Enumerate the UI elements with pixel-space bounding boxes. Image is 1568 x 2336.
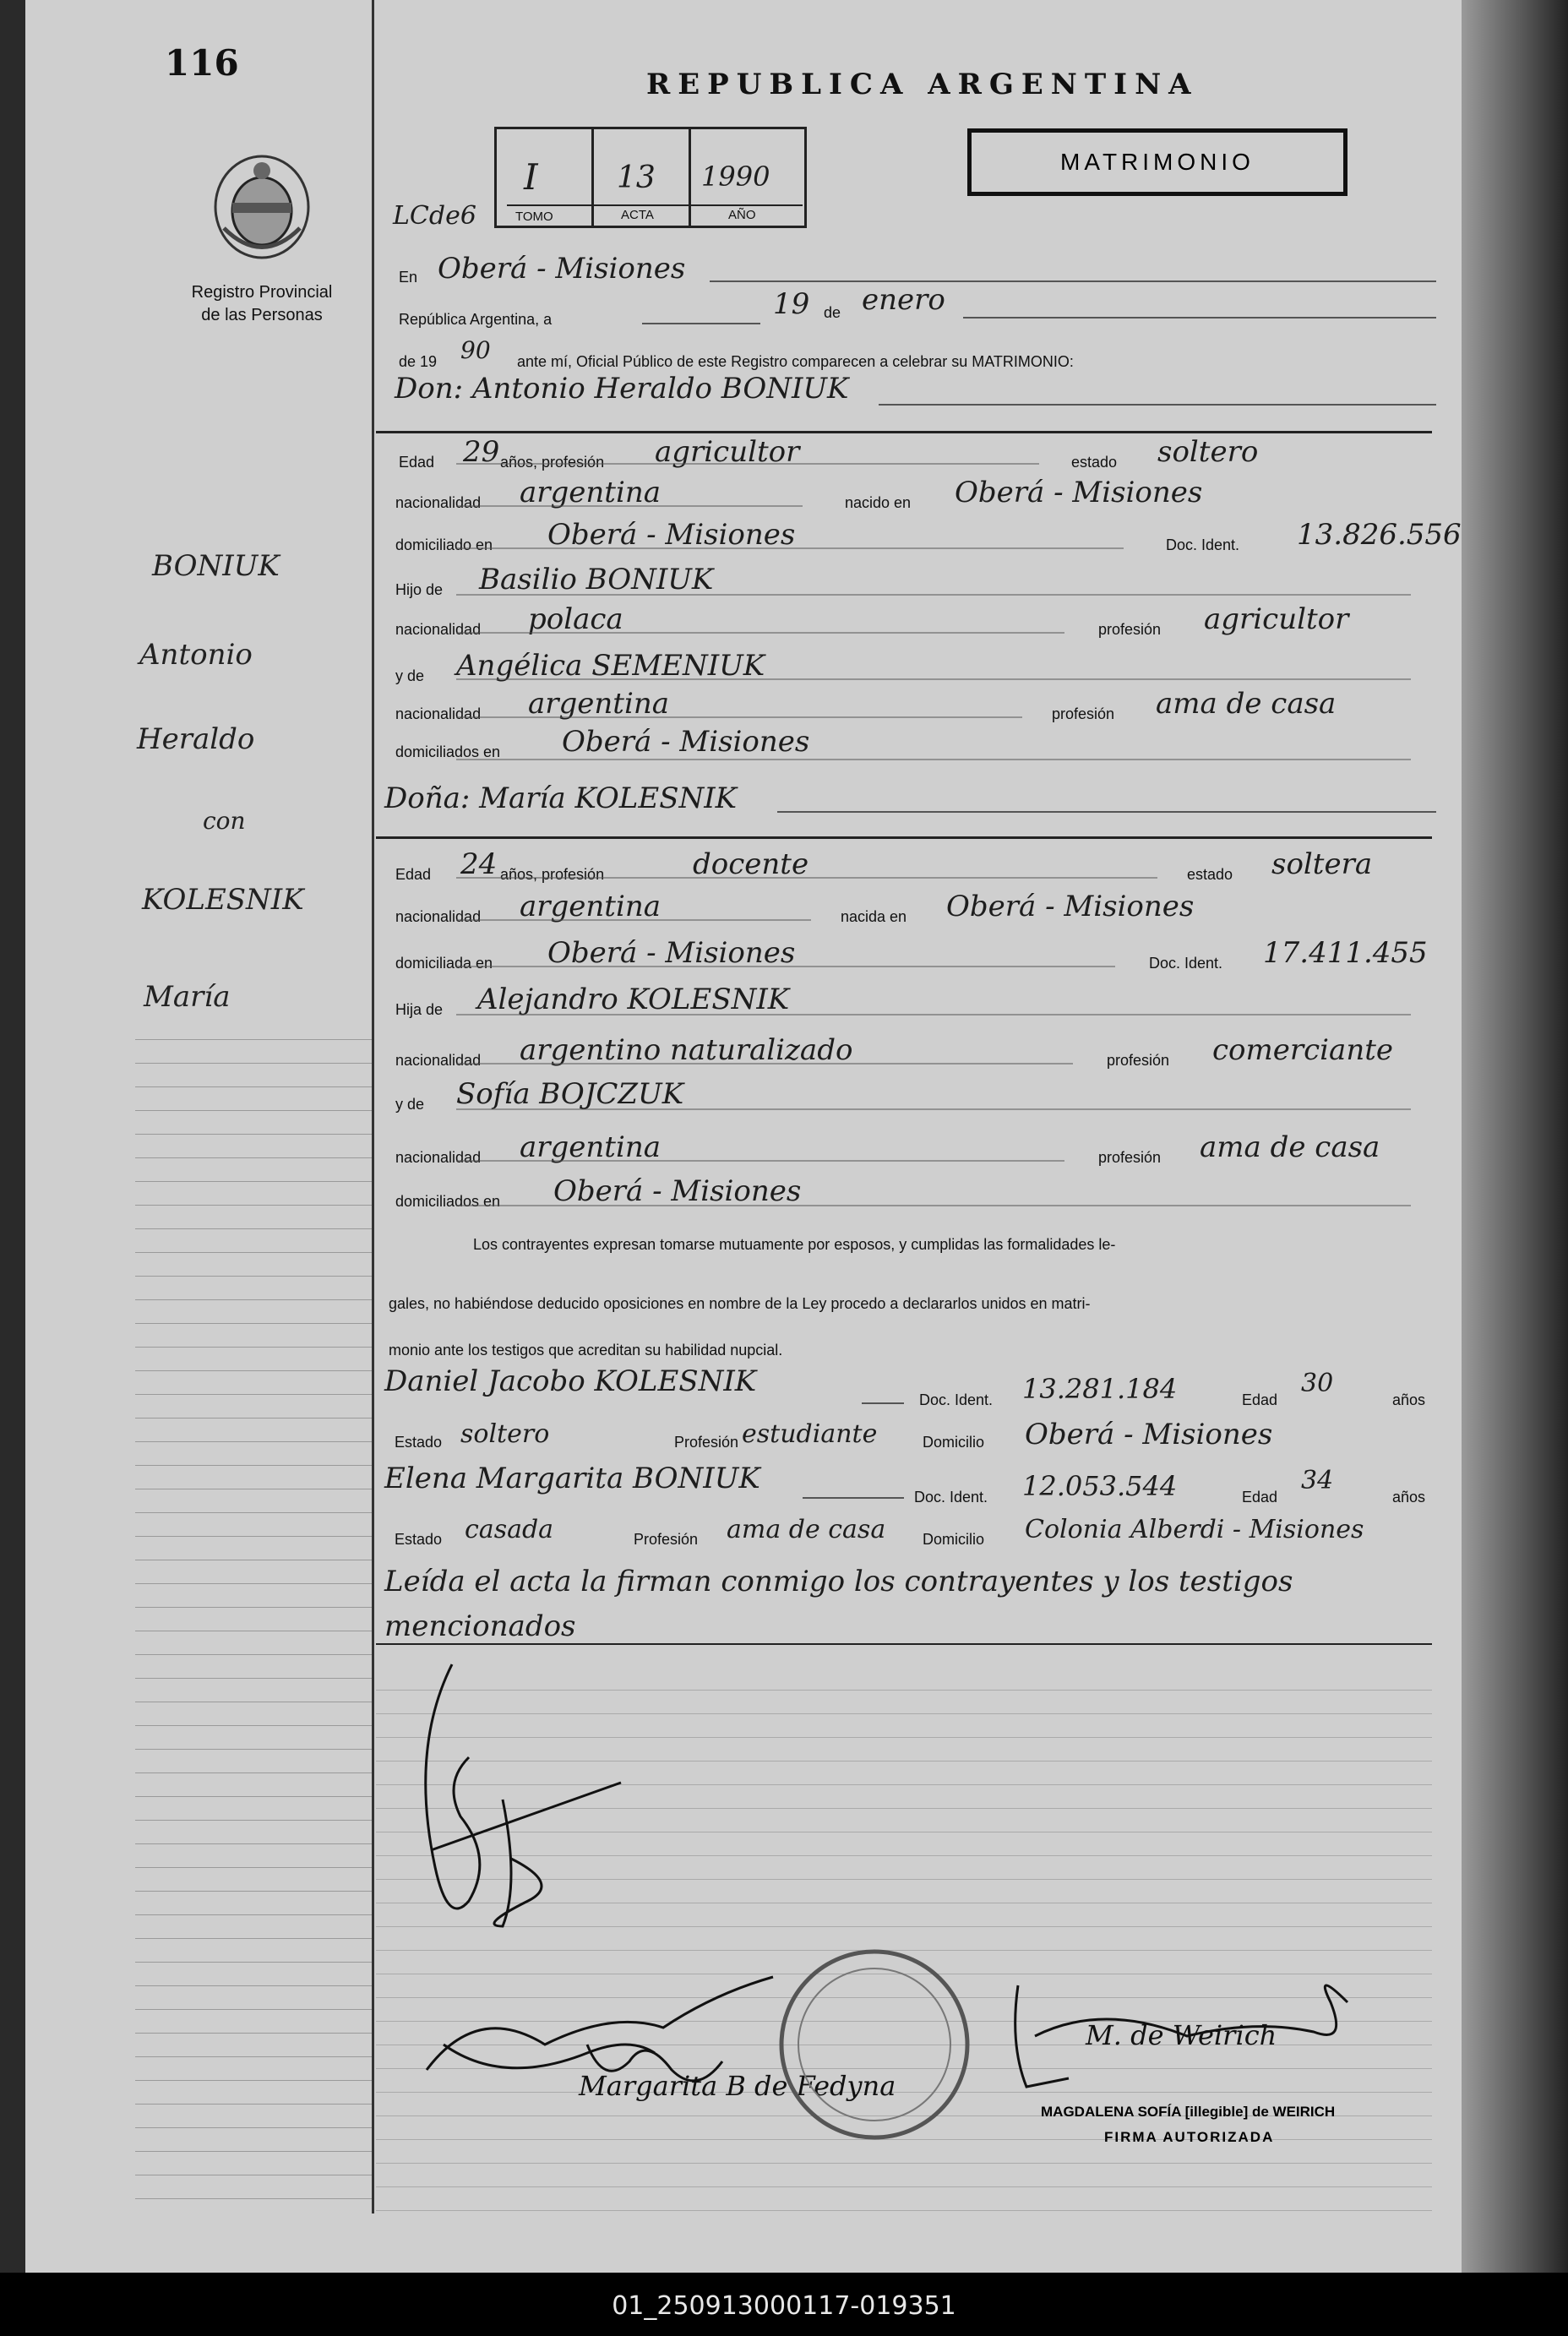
bride-edad-label: Edad <box>395 866 432 883</box>
date-label: República Argentina, a <box>399 311 553 328</box>
margin-ruled-line <box>135 1134 372 1135</box>
bride-dom: Oberá - Misiones <box>547 936 796 970</box>
margin-ruled-line <box>135 1276 372 1277</box>
closing-line-1: Leída el acta la firman conmigo los contrayentes y los testigos <box>384 1565 1293 1598</box>
witness1-dom: Oberá - Misiones <box>1025 1418 1273 1451</box>
margin-ruled-line <box>135 1749 372 1750</box>
bride-prof: docente <box>693 847 809 881</box>
margin-ruled-line <box>135 1891 372 1892</box>
bride-separator <box>376 836 1432 839</box>
margin-ruled-line <box>135 1512 372 1513</box>
groom-edad: 29 <box>463 435 500 469</box>
volume-box-rule <box>507 204 803 206</box>
margin-ruled-line <box>135 1039 372 1040</box>
witness2-doc: 12.053.544 <box>1022 1470 1178 1502</box>
groom-padres-dom: Oberá - Misiones <box>562 725 810 759</box>
bride-nacida-label: nacida en <box>841 908 907 925</box>
doc-type-box: MATRIMONIO <box>967 128 1348 196</box>
registry-line-1: Registro Provincial <box>191 283 333 302</box>
margin-ruled-line <box>135 1938 372 1939</box>
place-value: Oberá - Misiones <box>438 252 686 286</box>
margin-ruled-line <box>135 2198 372 2199</box>
bride-madre-nac-label: nacionalidad <box>395 1149 482 1166</box>
groom-prof-label: años, profesión <box>500 454 605 471</box>
witness1-edad: 30 <box>1301 1369 1334 1398</box>
groom-edad-label: Edad <box>399 454 435 471</box>
date-day: 19 <box>773 287 810 321</box>
groom-madre: Angélica SEMENIUK <box>456 649 765 683</box>
margin-ruled-line <box>135 1228 372 1229</box>
groom-name: Don: Antonio Heraldo BONIUK <box>395 372 849 406</box>
groom-padres-dom-label: domiciliados en <box>395 743 501 760</box>
margin-ruled-line <box>135 1962 372 1963</box>
witness2-estado-label: Estado <box>395 1531 443 1548</box>
volume-box-divider <box>689 127 691 228</box>
groom-padre-nac: polaca <box>528 602 623 636</box>
margin-ruled-line <box>135 1820 372 1821</box>
groom-nac: argentina <box>520 476 662 509</box>
witness1-prof: estudiante <box>742 1419 878 1449</box>
lcd-code: LCde6 <box>393 201 476 231</box>
groom-madre-nac: argentina <box>528 687 670 721</box>
svg-text:M. de Weirich: M. de Weirich <box>1086 2019 1277 2051</box>
groom-dom-label: domiciliado en <box>395 536 493 553</box>
fill-line <box>456 463 1039 465</box>
groom-dom: Oberá - Misiones <box>547 518 796 552</box>
margin-ruled-line <box>135 1441 372 1442</box>
closing-line-2: mencionados <box>384 1609 576 1643</box>
fill-line <box>456 1063 1073 1065</box>
bride-padre-prof-label: profesión <box>1107 1052 1170 1069</box>
witness1-dom-label: Domicilio <box>923 1434 985 1451</box>
bride-name: Doña: María KOLESNIK <box>384 781 738 815</box>
margin-ruled-line <box>135 1867 372 1868</box>
tomo-value: I <box>524 156 538 198</box>
witness1-estado-label: Estado <box>395 1434 443 1451</box>
declaration-line-1: Los contrayentes expresan tomarse mutuamente por esposos, y cumplidas las formalidades le- <box>473 1236 1116 1253</box>
witness2-prof: ama de casa <box>727 1515 886 1544</box>
fill-line <box>456 632 1064 634</box>
image-id: 01_250913000117-019351 <box>612 2291 956 2321</box>
witness2-prof-label: Profesión <box>634 1531 699 1548</box>
fill-line <box>456 1160 1064 1162</box>
groom-madre-prof: ama de casa <box>1156 687 1337 721</box>
bride-dom-label: domiciliada en <box>395 955 493 972</box>
margin-ruled-line <box>135 1725 372 1726</box>
margin-ruled-line <box>135 1157 372 1158</box>
groom-madre-label: y de <box>395 667 425 684</box>
margin-ruled-line <box>135 2151 372 2152</box>
page-edge <box>1462 0 1568 2273</box>
place-label: En <box>399 269 418 286</box>
fill-line <box>456 759 1411 760</box>
groom-prof: agricultor <box>655 435 800 469</box>
fill-line <box>456 594 1411 596</box>
witness2-dom: Colonia Alberdi - Misiones <box>1025 1515 1364 1544</box>
bride-padres-dom: Oberá - Misiones <box>553 1174 802 1208</box>
svg-text:Margarita B de Fedyna: Margarita B de Fedyna <box>579 2070 896 2102</box>
groom-hijo-label: Hijo de <box>395 581 444 598</box>
groom-separator <box>376 431 1432 433</box>
witness1-anos-label: años <box>1392 1391 1426 1408</box>
acta-label: ACTA <box>621 208 654 222</box>
groom-padre-prof: agricultor <box>1204 602 1349 636</box>
closing-separator <box>376 1643 1432 1645</box>
volume-box-divider <box>591 127 594 228</box>
witness2-edad-label: Edad <box>1242 1489 1278 1506</box>
groom-padre: Basilio BONIUK <box>479 563 714 596</box>
bride-madre-prof: ama de casa <box>1200 1130 1380 1164</box>
page-number: 116 <box>165 42 239 84</box>
margin-ruled-line <box>135 1110 372 1111</box>
witness2-name: Elena Margarita BONIUK <box>384 1462 760 1495</box>
margin-ruled-line <box>135 1394 372 1395</box>
witness1-estado: soltero <box>460 1419 550 1449</box>
fill-line <box>456 1108 1411 1110</box>
coat-of-arms-icon <box>207 152 317 262</box>
bride-madre: Sofía BOJCZUK <box>456 1077 684 1111</box>
declaration-line-2: gales, no habiéndose deducido oposiciones en nombre de la Ley procedo a declararlos unidos en matri- <box>389 1295 1091 1312</box>
witness1-name: Daniel Jacobo KOLESNIK <box>384 1364 757 1398</box>
margin-ruled-line <box>135 2009 372 2010</box>
bride-padre-prof: comerciante <box>1212 1033 1393 1067</box>
fill-line <box>456 1205 1411 1206</box>
witness2-doc-label: Doc. Ident. <box>914 1489 988 1506</box>
bride-estado-label: estado <box>1187 866 1233 883</box>
witness1-doc-label: Doc. Ident. <box>919 1391 994 1408</box>
acta-value: 13 <box>617 161 656 195</box>
bride-madre-nac: argentina <box>520 1130 662 1164</box>
margin-ruled-line <box>135 2127 372 2128</box>
groom-nacido-label: nacido en <box>845 494 912 511</box>
date-month: enero <box>862 283 945 317</box>
bride-prof-label: años, profesión <box>500 866 605 883</box>
margin-ruled-line <box>135 1370 372 1371</box>
margin-ruled-line <box>135 2080 372 2081</box>
bride-padre-nac: argentino naturalizado <box>520 1033 853 1067</box>
margin-ruled-line <box>135 1465 372 1466</box>
margin-ruled-line <box>135 1985 372 1986</box>
year-prefix: de 19 <box>399 353 438 370</box>
margin-ruled-line <box>135 1583 372 1584</box>
margin-ruled-line <box>135 2056 372 2057</box>
witness1-doc: 13.281.184 <box>1022 1373 1178 1405</box>
margin-ruled-line <box>135 1678 372 1679</box>
margin-ruled-line <box>135 1299 372 1300</box>
margin-ruled-line <box>135 1347 372 1348</box>
margin-ruled-line <box>135 1843 372 1844</box>
margin-divider <box>372 0 374 2213</box>
groom-padre-nac-label: nacionalidad <box>395 621 482 638</box>
bride-nacida: Oberá - Misiones <box>946 890 1195 923</box>
margin-middlename-groom: Heraldo <box>137 722 255 756</box>
groom-doc-label: Doc. Ident. <box>1166 536 1240 553</box>
margin-firstname-groom: Antonio <box>139 638 253 672</box>
officer-name: MAGDALENA SOFÍA [illegible] de WEIRICH <box>1041 2104 1336 2120</box>
witness2-edad: 34 <box>1301 1466 1334 1495</box>
margin-ruled-line <box>135 1914 372 1915</box>
margin-ruled-line <box>135 1086 372 1087</box>
book-spine <box>0 0 25 2273</box>
country-title: REPUBLICA ARGENTINA <box>646 68 1199 101</box>
margin-firstname-bride: María <box>144 980 231 1014</box>
margin-ruled-line <box>135 1181 372 1182</box>
fill-line <box>456 1014 1411 1016</box>
margin-ruled-line <box>135 1205 372 1206</box>
fill-line <box>456 678 1411 680</box>
fill-line <box>456 547 1124 549</box>
year-value: 90 <box>460 336 491 364</box>
witness2-estado: casada <box>465 1515 554 1544</box>
margin-ruled-line <box>135 1796 372 1797</box>
groom-nacido: Oberá - Misiones <box>955 476 1203 509</box>
body-ruled-line <box>376 2210 1432 2211</box>
witness2-anos-label: años <box>1392 1489 1426 1506</box>
margin-ruled-line <box>135 1323 372 1324</box>
declaration-line-3: monio ante los testigos que acreditan su habilidad nupcial. <box>389 1342 783 1359</box>
bride-padre-nac-label: nacionalidad <box>395 1052 482 1069</box>
tomo-label: TOMO <box>515 210 553 224</box>
bride-nac-label: nacionalidad <box>395 908 482 925</box>
bride-hija-label: Hija de <box>395 1001 444 1018</box>
groom-padre-prof-label: profesión <box>1098 621 1162 638</box>
margin-surname-bride: KOLESNIK <box>142 883 304 917</box>
date-de-label: de <box>824 304 841 321</box>
groom-madre-nac-label: nacionalidad <box>395 705 482 722</box>
groom-estado-label: estado <box>1071 454 1118 471</box>
anio-label: AÑO <box>728 208 756 222</box>
bride-nac: argentina <box>520 890 662 923</box>
fill-line <box>456 966 1115 967</box>
margin-con: con <box>203 807 246 835</box>
margin-ruled-line <box>135 2033 372 2034</box>
margin-ruled-line <box>135 2104 372 2105</box>
fill-line <box>456 716 1022 718</box>
margin-ruled-line <box>135 1536 372 1537</box>
bride-doc-label: Doc. Ident. <box>1149 955 1223 972</box>
bride-estado: soltera <box>1271 847 1373 881</box>
bride-edad: 24 <box>460 847 498 881</box>
witness1-prof-label: Profesión <box>674 1434 739 1451</box>
margin-ruled-line <box>135 1654 372 1655</box>
fill-line <box>456 505 803 507</box>
groom-madre-prof-label: profesión <box>1052 705 1115 722</box>
fill-line <box>456 919 811 921</box>
witness2-dom-label: Domicilio <box>923 1531 985 1548</box>
margin-ruled-line <box>135 1772 372 1773</box>
margin-surname-groom: BONIUK <box>152 549 280 583</box>
margin-ruled-line <box>135 1252 372 1253</box>
margin-ruled-line <box>135 1063 372 1064</box>
year-statement: ante mí, Oficial Público de este Registro comparecen a celebrar su MATRIMONIO: <box>517 353 1074 370</box>
groom-estado: soltero <box>1157 435 1259 469</box>
officer-title: FIRMA AUTORIZADA <box>1104 2129 1275 2145</box>
bride-padres-dom-label: domiciliados en <box>395 1193 501 1210</box>
bride-madre-label: y de <box>395 1096 425 1113</box>
witness1-edad-label: Edad <box>1242 1391 1278 1408</box>
anio-value: 1990 <box>701 161 770 193</box>
groom-nac-label: nacionalidad <box>395 494 482 511</box>
registry-line-2: de las Personas <box>201 306 323 324</box>
groom-doc: 13.826.556 <box>1297 518 1462 552</box>
bride-padre: Alejandro KOLESNIK <box>477 983 790 1016</box>
margin-ruled-line <box>135 1607 372 1608</box>
fill-line <box>456 877 1157 879</box>
bride-doc: 17.411.455 <box>1263 936 1428 970</box>
bride-madre-prof-label: profesión <box>1098 1149 1162 1166</box>
